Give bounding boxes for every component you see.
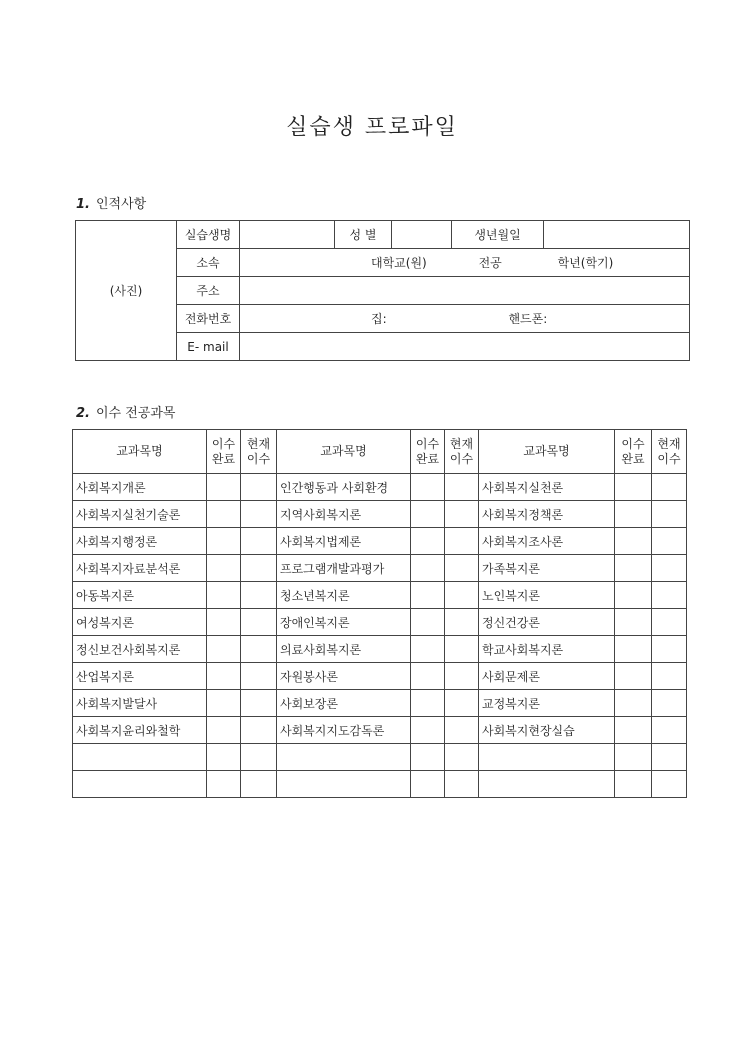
current-checkbox-cell[interactable] bbox=[241, 744, 277, 771]
university-text: 대학교(원) bbox=[371, 256, 427, 270]
current-checkbox-cell[interactable] bbox=[652, 528, 687, 555]
course-row bbox=[73, 609, 687, 636]
section-number: 2. bbox=[76, 406, 90, 421]
current-checkbox-cell[interactable] bbox=[445, 501, 479, 528]
current-header-line1: 현재 bbox=[657, 436, 681, 451]
course-name-header: 교과목명 bbox=[277, 430, 411, 474]
course-name-header: 교과목명 bbox=[479, 430, 615, 474]
completed-checkbox-cell[interactable] bbox=[207, 744, 241, 771]
completed-checkbox-cell[interactable] bbox=[411, 555, 445, 582]
address-label: 주소 bbox=[177, 277, 240, 305]
completed-checkbox-cell[interactable] bbox=[207, 717, 241, 744]
completed-checkbox-cell[interactable] bbox=[411, 582, 445, 609]
completed-checkbox-cell[interactable] bbox=[207, 663, 241, 690]
current-header-line1: 현재 bbox=[246, 436, 271, 451]
course-name-cell: 사회복지지도감독론 bbox=[277, 717, 411, 744]
current-checkbox-cell[interactable] bbox=[241, 555, 277, 582]
current-checkbox-cell[interactable] bbox=[241, 528, 277, 555]
current-checkbox-cell[interactable] bbox=[241, 663, 277, 690]
course-name-cell bbox=[73, 771, 207, 798]
courses-header-row bbox=[73, 430, 687, 474]
course-row bbox=[73, 717, 687, 744]
current-header-line2: 이수 bbox=[657, 451, 681, 466]
course-name-cell: 사회복지실천론 bbox=[479, 474, 615, 501]
current-checkbox-cell[interactable] bbox=[652, 501, 687, 528]
completed-checkbox-cell[interactable] bbox=[615, 609, 652, 636]
course-row bbox=[73, 555, 687, 582]
course-name-cell: 사회문제론 bbox=[479, 663, 615, 690]
affiliation-field[interactable] bbox=[240, 249, 690, 277]
course-name-cell: 학교사회복지론 bbox=[479, 636, 615, 663]
current-header-line1: 현재 bbox=[449, 436, 474, 451]
completed-checkbox-cell[interactable] bbox=[207, 609, 241, 636]
completed-checkbox-cell[interactable] bbox=[411, 609, 445, 636]
grade-text: 학년(학기) bbox=[557, 256, 614, 270]
completed-checkbox-cell[interactable] bbox=[207, 582, 241, 609]
current-checkbox-cell[interactable] bbox=[241, 690, 277, 717]
affiliation-label: 소속 bbox=[177, 249, 240, 277]
current-header bbox=[445, 430, 479, 474]
completed-checkbox-cell[interactable] bbox=[615, 663, 652, 690]
course-row bbox=[73, 501, 687, 528]
current-checkbox-cell[interactable] bbox=[652, 690, 687, 717]
birth-label: 생년월일 bbox=[452, 221, 544, 249]
course-name-cell: 청소년복지론 bbox=[277, 582, 411, 609]
completed-checkbox-cell[interactable] bbox=[207, 636, 241, 663]
address-field[interactable] bbox=[240, 277, 690, 305]
course-name-cell bbox=[277, 744, 411, 771]
completed-checkbox-cell[interactable] bbox=[615, 636, 652, 663]
completed-checkbox-cell[interactable] bbox=[615, 528, 652, 555]
current-checkbox-cell[interactable] bbox=[445, 690, 479, 717]
phone-field[interactable] bbox=[240, 305, 690, 333]
completed-checkbox-cell[interactable] bbox=[207, 528, 241, 555]
course-row bbox=[73, 636, 687, 663]
current-checkbox-cell[interactable] bbox=[445, 663, 479, 690]
course-name-header: 교과목명 bbox=[73, 430, 207, 474]
completed-checkbox-cell[interactable] bbox=[207, 555, 241, 582]
current-checkbox-cell[interactable] bbox=[652, 744, 687, 771]
current-checkbox-cell[interactable] bbox=[445, 555, 479, 582]
completed-checkbox-cell[interactable] bbox=[207, 474, 241, 501]
completed-checkbox-cell[interactable] bbox=[411, 474, 445, 501]
phone-label: 전화번호 bbox=[177, 305, 240, 333]
current-header-line2: 이수 bbox=[246, 451, 271, 466]
completed-checkbox-cell[interactable] bbox=[615, 501, 652, 528]
course-name-cell: 자원봉사론 bbox=[277, 663, 411, 690]
course-name-cell: 정신보건사회복지론 bbox=[73, 636, 207, 663]
course-row bbox=[73, 528, 687, 555]
completed-header-line2: 완료 bbox=[415, 451, 440, 466]
birth-field[interactable] bbox=[544, 221, 690, 249]
course-name-cell bbox=[479, 771, 615, 798]
current-checkbox-cell[interactable] bbox=[652, 663, 687, 690]
completed-checkbox-cell[interactable] bbox=[411, 501, 445, 528]
completed-checkbox-cell[interactable] bbox=[615, 717, 652, 744]
completed-checkbox-cell[interactable] bbox=[207, 690, 241, 717]
gender-label: 성 별 bbox=[335, 221, 392, 249]
completed-header bbox=[207, 430, 241, 474]
current-checkbox-cell[interactable] bbox=[652, 582, 687, 609]
current-checkbox-cell[interactable] bbox=[241, 717, 277, 744]
current-checkbox-cell[interactable] bbox=[652, 555, 687, 582]
course-name-cell: 아동복지론 bbox=[73, 582, 207, 609]
course-row bbox=[73, 474, 687, 501]
course-name-cell: 사회복지법제론 bbox=[277, 528, 411, 555]
section-number: 1. bbox=[76, 197, 90, 212]
completed-header-line2: 완료 bbox=[621, 451, 645, 466]
course-row bbox=[73, 582, 687, 609]
completed-checkbox-cell[interactable] bbox=[411, 717, 445, 744]
course-name-cell: 장애인복지론 bbox=[277, 609, 411, 636]
course-name-cell: 정신건강론 bbox=[479, 609, 615, 636]
course-name-cell: 사회복지개론 bbox=[73, 474, 207, 501]
current-checkbox-cell[interactable] bbox=[241, 474, 277, 501]
course-name-cell: 사회복지조사론 bbox=[479, 528, 615, 555]
course-name-cell: 의료사회복지론 bbox=[277, 636, 411, 663]
current-checkbox-cell[interactable] bbox=[445, 744, 479, 771]
completed-checkbox-cell[interactable] bbox=[615, 474, 652, 501]
current-checkbox-cell[interactable] bbox=[652, 636, 687, 663]
name-label: 실습생명 bbox=[177, 221, 240, 249]
course-name-cell bbox=[73, 744, 207, 771]
current-checkbox-cell[interactable] bbox=[652, 771, 687, 798]
current-checkbox-cell[interactable] bbox=[445, 636, 479, 663]
current-checkbox-cell[interactable] bbox=[445, 582, 479, 609]
completed-checkbox-cell[interactable] bbox=[615, 555, 652, 582]
course-name-cell: 사회복지자료분석론 bbox=[73, 555, 207, 582]
completed-checkbox-cell[interactable] bbox=[207, 501, 241, 528]
email-label: E- mail bbox=[177, 333, 240, 361]
current-checkbox-cell[interactable] bbox=[241, 609, 277, 636]
current-checkbox-cell[interactable] bbox=[652, 609, 687, 636]
course-name-cell: 프로그램개발과평가 bbox=[277, 555, 411, 582]
completed-header-line1: 이수 bbox=[621, 436, 645, 451]
course-name-cell: 가족복지론 bbox=[479, 555, 615, 582]
course-name-cell bbox=[479, 744, 615, 771]
course-name-cell: 노인복지론 bbox=[479, 582, 615, 609]
completed-checkbox-cell[interactable] bbox=[615, 690, 652, 717]
completed-checkbox-cell[interactable] bbox=[411, 744, 445, 771]
gender-field[interactable] bbox=[392, 221, 452, 249]
home-phone-text: 집: bbox=[371, 312, 387, 326]
course-name-cell: 인간행동과 사회환경 bbox=[277, 474, 411, 501]
course-name-cell: 지역사회복지론 bbox=[277, 501, 411, 528]
section-personal-info-heading bbox=[76, 193, 146, 212]
course-row bbox=[73, 663, 687, 690]
completed-checkbox-cell[interactable] bbox=[411, 663, 445, 690]
completed-checkbox-cell[interactable] bbox=[411, 690, 445, 717]
completed-header-line2: 완료 bbox=[211, 451, 236, 466]
current-checkbox-cell[interactable] bbox=[445, 609, 479, 636]
course-name-cell: 사회복지윤리와철학 bbox=[73, 717, 207, 744]
current-checkbox-cell[interactable] bbox=[652, 474, 687, 501]
current-header bbox=[241, 430, 277, 474]
email-field[interactable] bbox=[240, 333, 690, 361]
current-checkbox-cell[interactable] bbox=[241, 582, 277, 609]
current-checkbox-cell[interactable] bbox=[445, 474, 479, 501]
course-name-cell: 교정복지론 bbox=[479, 690, 615, 717]
section-label: 인적사항 bbox=[95, 197, 147, 212]
completed-header-line1: 이수 bbox=[415, 436, 440, 451]
current-checkbox-cell[interactable] bbox=[445, 528, 479, 555]
current-checkbox-cell[interactable] bbox=[241, 501, 277, 528]
course-name-cell: 사회복지실천기술론 bbox=[73, 501, 207, 528]
course-row bbox=[73, 771, 687, 798]
major-text: 전공 bbox=[478, 256, 502, 270]
photo-cell: (사진) bbox=[76, 221, 177, 361]
course-name-cell: 여성복지론 bbox=[73, 609, 207, 636]
completed-header-line1: 이수 bbox=[211, 436, 236, 451]
completed-checkbox-cell[interactable] bbox=[411, 771, 445, 798]
current-checkbox-cell[interactable] bbox=[241, 771, 277, 798]
completed-checkbox-cell[interactable] bbox=[207, 771, 241, 798]
current-header bbox=[652, 430, 687, 474]
current-header-line2: 이수 bbox=[449, 451, 474, 466]
name-field[interactable] bbox=[240, 221, 335, 249]
completed-checkbox-cell[interactable] bbox=[411, 636, 445, 663]
completed-header bbox=[411, 430, 445, 474]
section-courses-heading bbox=[76, 402, 175, 421]
course-row bbox=[73, 744, 687, 771]
completed-checkbox-cell[interactable] bbox=[615, 771, 652, 798]
current-checkbox-cell[interactable] bbox=[445, 717, 479, 744]
course-name-cell: 사회보장론 bbox=[277, 690, 411, 717]
course-name-cell bbox=[277, 771, 411, 798]
course-name-cell: 사회복지행정론 bbox=[73, 528, 207, 555]
section-label: 이수 전공과목 bbox=[95, 406, 176, 421]
course-name-cell: 사회복지발달사 bbox=[73, 690, 207, 717]
course-name-cell: 산업복지론 bbox=[73, 663, 207, 690]
course-name-cell: 사회복지정책론 bbox=[479, 501, 615, 528]
courses-table bbox=[72, 429, 687, 798]
course-name-cell: 사회복지현장실습 bbox=[479, 717, 615, 744]
mobile-phone-text: 핸드폰: bbox=[508, 312, 548, 326]
page-title: 실습생 프로파일 bbox=[286, 115, 458, 140]
completed-checkbox-cell[interactable] bbox=[615, 582, 652, 609]
current-checkbox-cell[interactable] bbox=[652, 717, 687, 744]
current-checkbox-cell[interactable] bbox=[445, 771, 479, 798]
personal-info-table bbox=[75, 220, 690, 361]
completed-header bbox=[615, 430, 652, 474]
course-row bbox=[73, 690, 687, 717]
current-checkbox-cell[interactable] bbox=[241, 636, 277, 663]
completed-checkbox-cell[interactable] bbox=[615, 744, 652, 771]
completed-checkbox-cell[interactable] bbox=[411, 528, 445, 555]
